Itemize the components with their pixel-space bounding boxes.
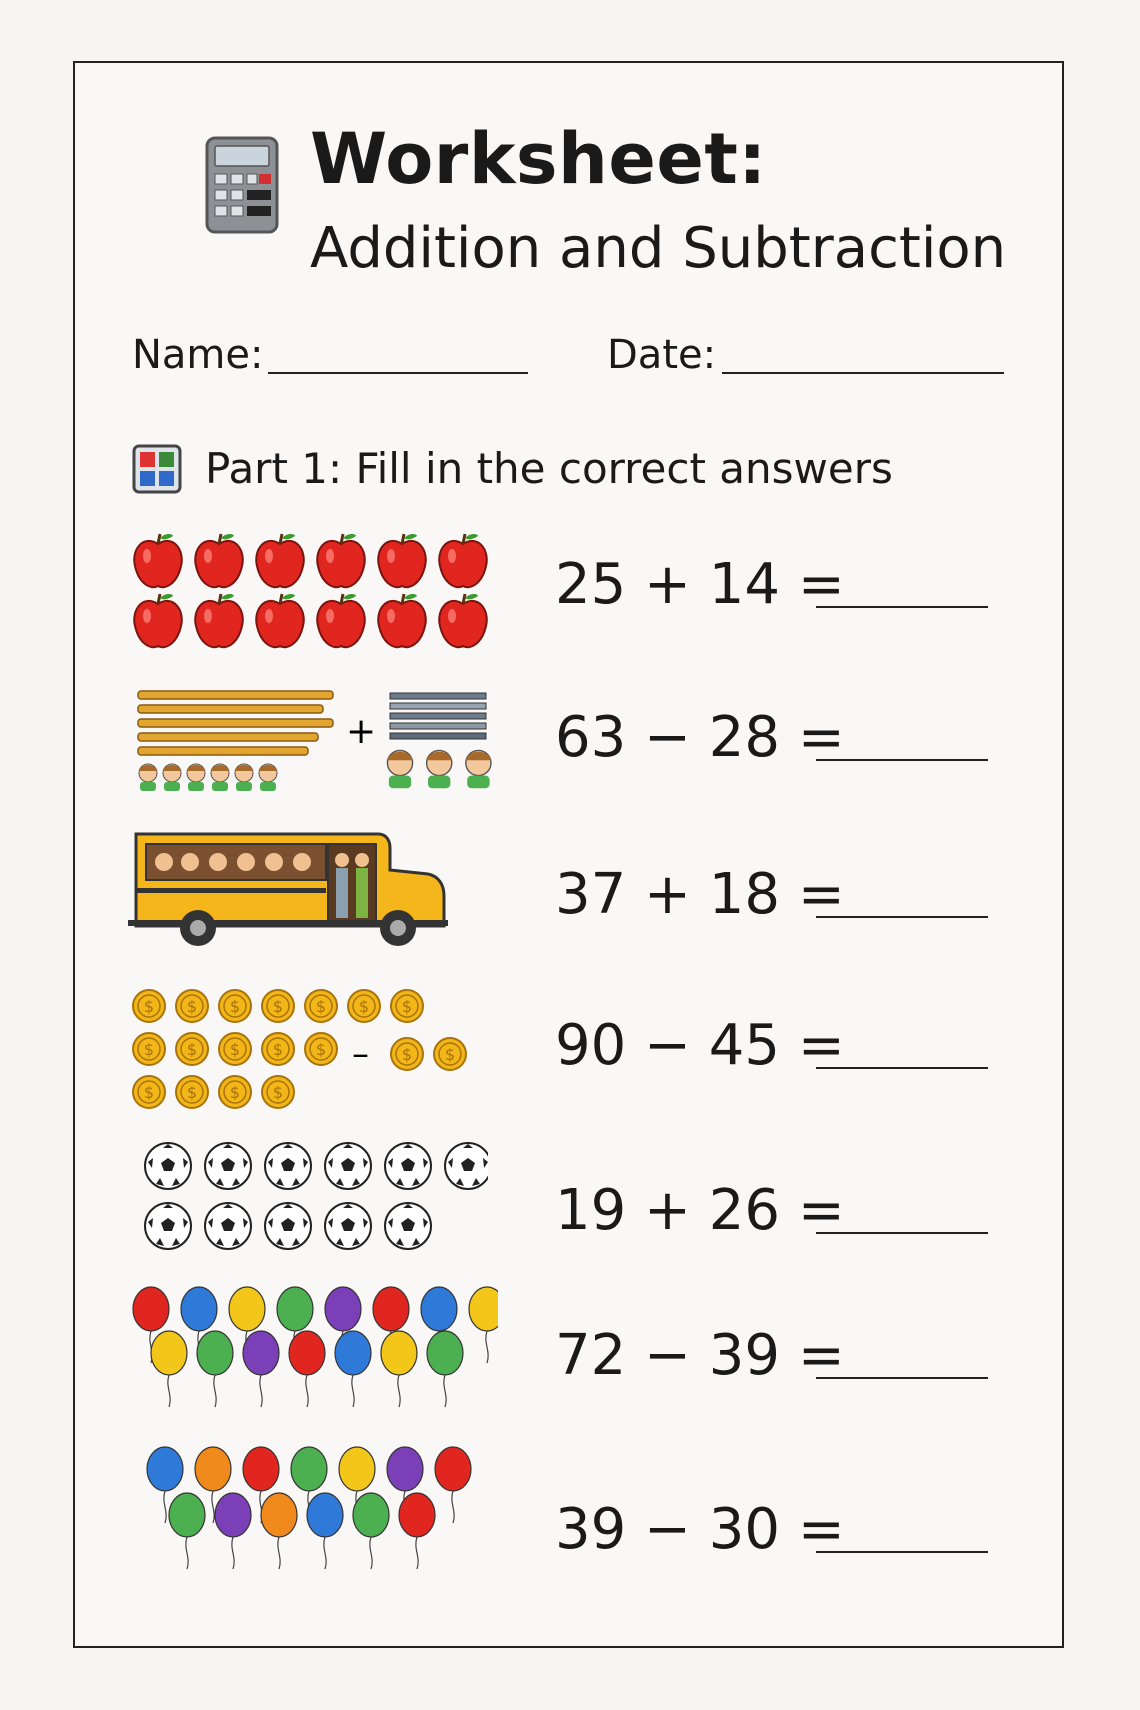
- blocks-icon: [132, 444, 182, 494]
- balloons-icon: [128, 1285, 498, 1415]
- answer-field-6[interactable]: [816, 1377, 988, 1379]
- worksheet-subtitle: Addition and Subtraction: [310, 216, 1007, 281]
- answer-field-5[interactable]: [816, 1232, 988, 1234]
- answer-field-4[interactable]: [816, 1067, 988, 1069]
- equation-6: 72 − 39 =: [555, 1323, 845, 1388]
- svg-text:–: –: [352, 1034, 369, 1074]
- equation-4: 90 − 45 =: [555, 1013, 845, 1078]
- worksheet-title: Worksheet:: [310, 118, 767, 200]
- date-label: Date:: [607, 332, 717, 378]
- equation-3: 37 + 18 =: [555, 862, 845, 927]
- equation-7: 39 − 30 =: [555, 1497, 845, 1562]
- name-field[interactable]: [268, 372, 528, 374]
- problem-row-4: [0, 985, 1140, 1135]
- equation-1: 25 + 14 =: [555, 552, 845, 617]
- problem-row-6: [0, 1285, 1140, 1435]
- name-label: Name:: [132, 332, 264, 378]
- problem-row-1: [0, 530, 1140, 680]
- balloons-icon: [128, 1445, 498, 1585]
- calculator-icon: [205, 136, 279, 234]
- equation-5: 19 + 26 =: [555, 1178, 845, 1243]
- problem-row-3: [0, 830, 1140, 980]
- answer-field-3[interactable]: [816, 916, 988, 918]
- equation-2: 63 − 28 =: [555, 705, 845, 770]
- problem-row-7: [0, 1445, 1140, 1595]
- problem-row-5: [0, 1140, 1140, 1290]
- problem-row-2: [0, 685, 1140, 835]
- answer-field-1[interactable]: [816, 606, 988, 608]
- answer-field-7[interactable]: [816, 1551, 988, 1553]
- svg-text:+: +: [346, 711, 377, 752]
- school-bus-icon: [128, 830, 468, 950]
- part-1-heading: Part 1: Fill in the correct answers: [205, 444, 893, 493]
- date-field[interactable]: [722, 372, 1004, 374]
- coins-icon: [128, 985, 488, 1115]
- soccer-balls-icon: [128, 1140, 488, 1260]
- pencils-and-kids-icon: [128, 685, 508, 795]
- answer-field-2[interactable]: [816, 759, 988, 761]
- apples-icon: [128, 530, 498, 650]
